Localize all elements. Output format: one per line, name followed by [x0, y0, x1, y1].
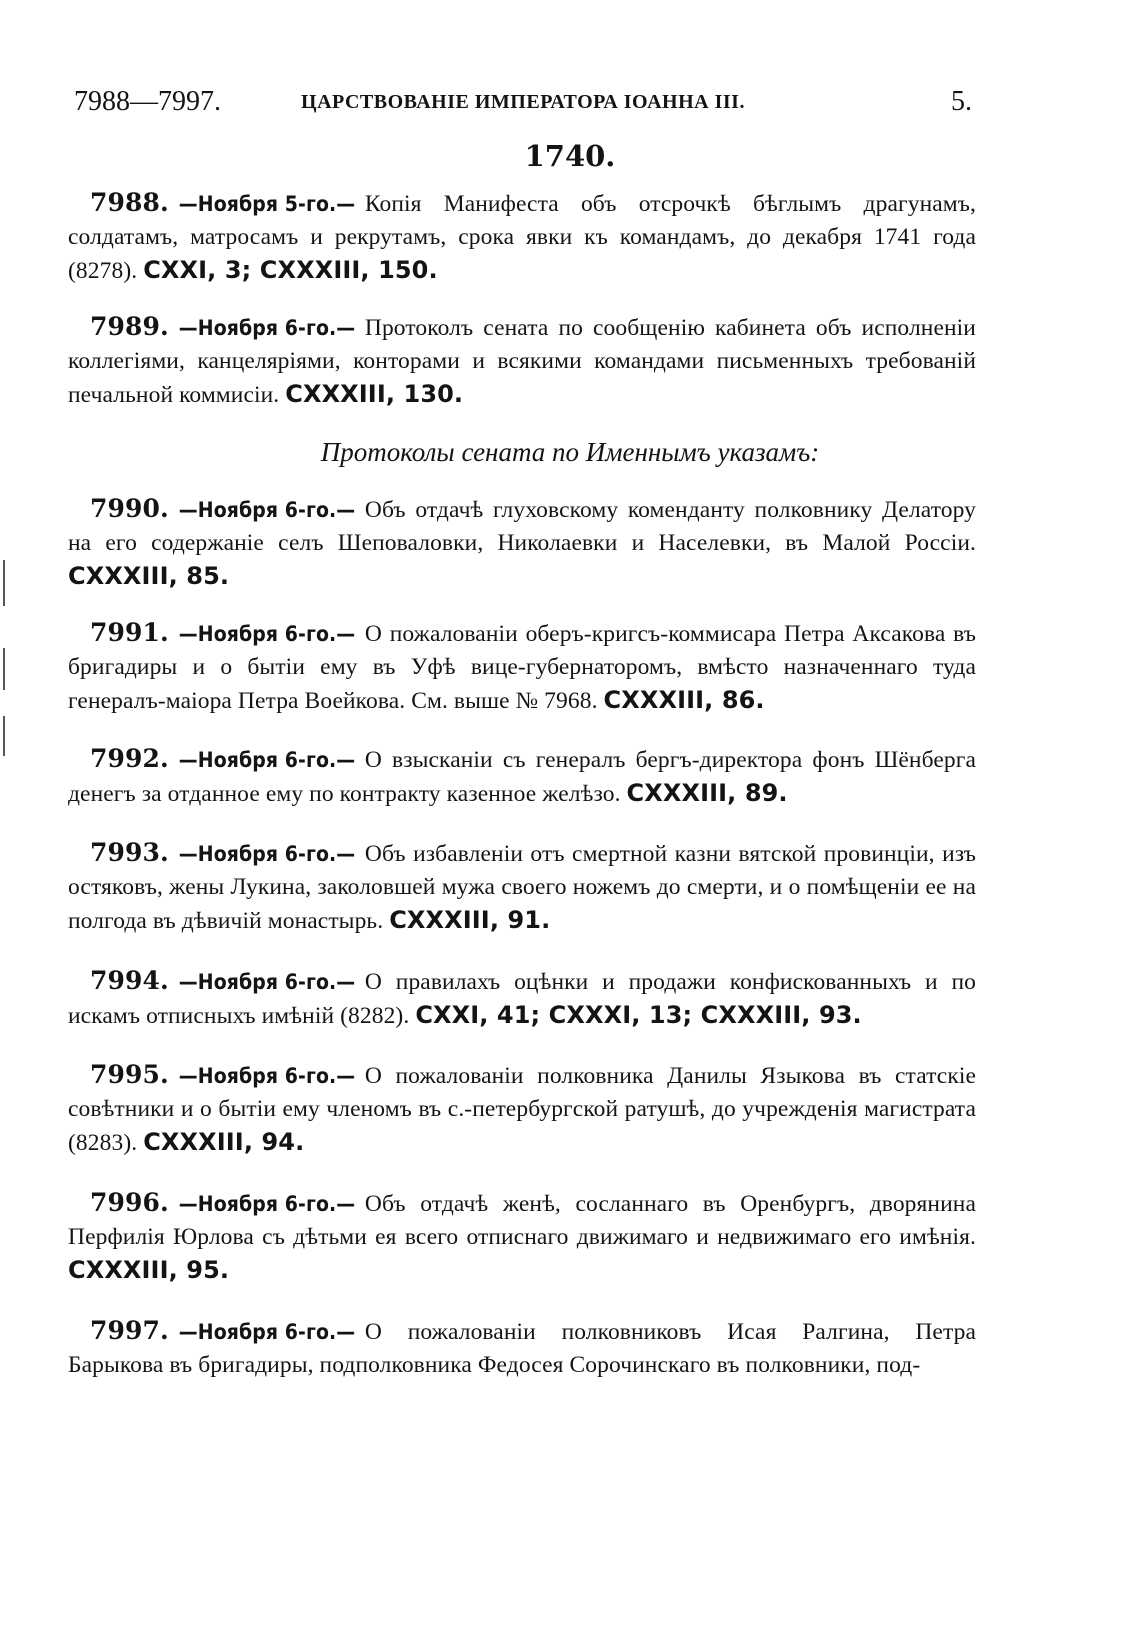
- entry-number: 7994.: [90, 966, 169, 995]
- running-header: [72, 82, 974, 122]
- entry-number: 7989.: [90, 312, 169, 341]
- entry-number: 7997.: [90, 1316, 169, 1345]
- entry-7990: [68, 492, 976, 594]
- entry-refs: CXXXIII, 95.: [68, 1256, 230, 1284]
- entry-number: 7992.: [90, 744, 169, 773]
- entry-refs: CXXXIII, 94.: [143, 1128, 305, 1156]
- entry-7989: [68, 310, 976, 412]
- entry-date: —Ноября 6-го.—: [178, 748, 356, 772]
- year-heading: 1740.: [524, 139, 616, 173]
- entry-number: 7996.: [90, 1188, 169, 1217]
- entry-number: 7993.: [90, 838, 169, 867]
- entry-date: —Ноября 5-го.—: [178, 192, 356, 216]
- scan-artifact-line: [3, 648, 5, 690]
- entry-7997: [68, 1314, 976, 1382]
- entry-text: О пожалованіи оберъ-кригсъ-коммисара Петра Аксакова въ бригадиры и о бытіи ему въ Уфѣ вице-губернаторомъ, вмѣсто назначеннаго туда генералъ-маіора Петра Воейкова. См. выше № 7968.: [68, 621, 976, 714]
- entry-7996: [68, 1186, 976, 1288]
- entry-text: О правилахъ оцѣнки и продажи конфискованныхъ и по искамъ отписныхъ имѣній (8282).: [68, 969, 976, 1029]
- entry-7995: [68, 1058, 976, 1160]
- entry-text: О пожалованіи полковниковъ Исая Ралгина, Петра Барыкова въ бригадиры, подполковника Федосея Сорочинскаго въ полковники, под-: [68, 1319, 976, 1378]
- entry-7993: [68, 836, 976, 938]
- entry-date: —Ноября 6-го.—: [178, 842, 356, 866]
- scan-artifact-line: [3, 560, 5, 606]
- entry-refs: CXXI, 41; CXXXI, 13; CXXXIII, 93.: [415, 1001, 862, 1029]
- entry-text: О взысканіи съ генералъ бергъ-директора фонъ Шёнберга денегъ за отданное ему по контракту казенное желѣзо.: [68, 747, 976, 807]
- entry-date: —Ноября 6-го.—: [178, 1320, 356, 1344]
- entry-date: —Ноября 6-го.—: [178, 498, 356, 522]
- scan-artifact-line: [3, 716, 5, 756]
- entry-refs: CXXXIII, 89.: [626, 779, 788, 807]
- entry-refs: CXXXIII, 130.: [285, 380, 464, 408]
- entry-7992: [68, 742, 976, 811]
- entry-7988: [68, 186, 976, 288]
- entry-text: Объ отдачѣ глуховскому коменданту полковнику Делатору на его содержаніе селъ Шеповаловки, Николаевки и Населевки, въ Малой Россіи.: [68, 497, 976, 556]
- section-heading: Протоколы сената по Именнымъ указамъ:: [320, 437, 820, 467]
- entry-7991: [68, 616, 976, 718]
- entry-text: Протоколъ сената по сообщенію кабинета объ исполненіи коллегіями, канцеляріями, конторами и всякими командами письменныхъ требованій печальной коммисіи.: [68, 315, 976, 408]
- entry-number: 7988.: [90, 188, 169, 217]
- entry-number: 7995.: [90, 1060, 169, 1089]
- entry-date: —Ноября 6-го.—: [178, 316, 356, 340]
- entry-text: Копія Манифеста объ отсрочкѣ бѣглымъ драгунамъ, солдатамъ, матросамъ и рекрутамъ, срока явки къ командамъ, до декабря 1741 года (8278).: [68, 191, 976, 284]
- entry-date: —Ноября 6-го.—: [178, 970, 356, 994]
- entry-refs: CXXXIII, 86.: [603, 686, 765, 714]
- entry-number: 7991.: [90, 618, 169, 647]
- entry-text: О пожалованіи полковника Данилы Языкова въ статскіе совѣтники и о бытіи ему членомъ въ с.-петербургской ратушѣ, до учрежденія магистрата (8283).: [68, 1063, 976, 1156]
- entry-text: Объ избавленіи отъ смертной казни вятской провинціи, изъ остяковъ, жены Лукина, заколовшей мужа своего ножемъ до смерти, и о помѣщеніи ее на полгода въ дѣвичій монастырь.: [68, 841, 976, 934]
- entry-date: —Ноября 6-го.—: [178, 1064, 356, 1088]
- entry-refs: CXXXIII, 91.: [389, 906, 551, 934]
- entry-refs: CXXI, 3; CXXXIII, 150.: [143, 256, 438, 284]
- entry-7994: [68, 964, 976, 1033]
- entry-date: —Ноября 6-го.—: [178, 622, 356, 646]
- entry-refs: CXXXIII, 85.: [68, 562, 230, 590]
- entry-date: —Ноября 6-го.—: [178, 1192, 356, 1216]
- header-entry-range: 7988—7997.: [74, 86, 221, 117]
- header-title: ЦАРСТВОВАНІЕ ИМПЕРАТОРА ІОАННА III.: [301, 91, 745, 113]
- entry-number: 7990.: [90, 494, 169, 523]
- header-page-number: 5.: [951, 86, 972, 117]
- entry-text: Объ отдачѣ женѣ, сосланнаго въ Оренбургъ, дворянина Перфилія Юрлова съ дѣтьми ея всего отписнаго движимаго и недвижимаго его имѣнія.: [68, 1191, 976, 1250]
